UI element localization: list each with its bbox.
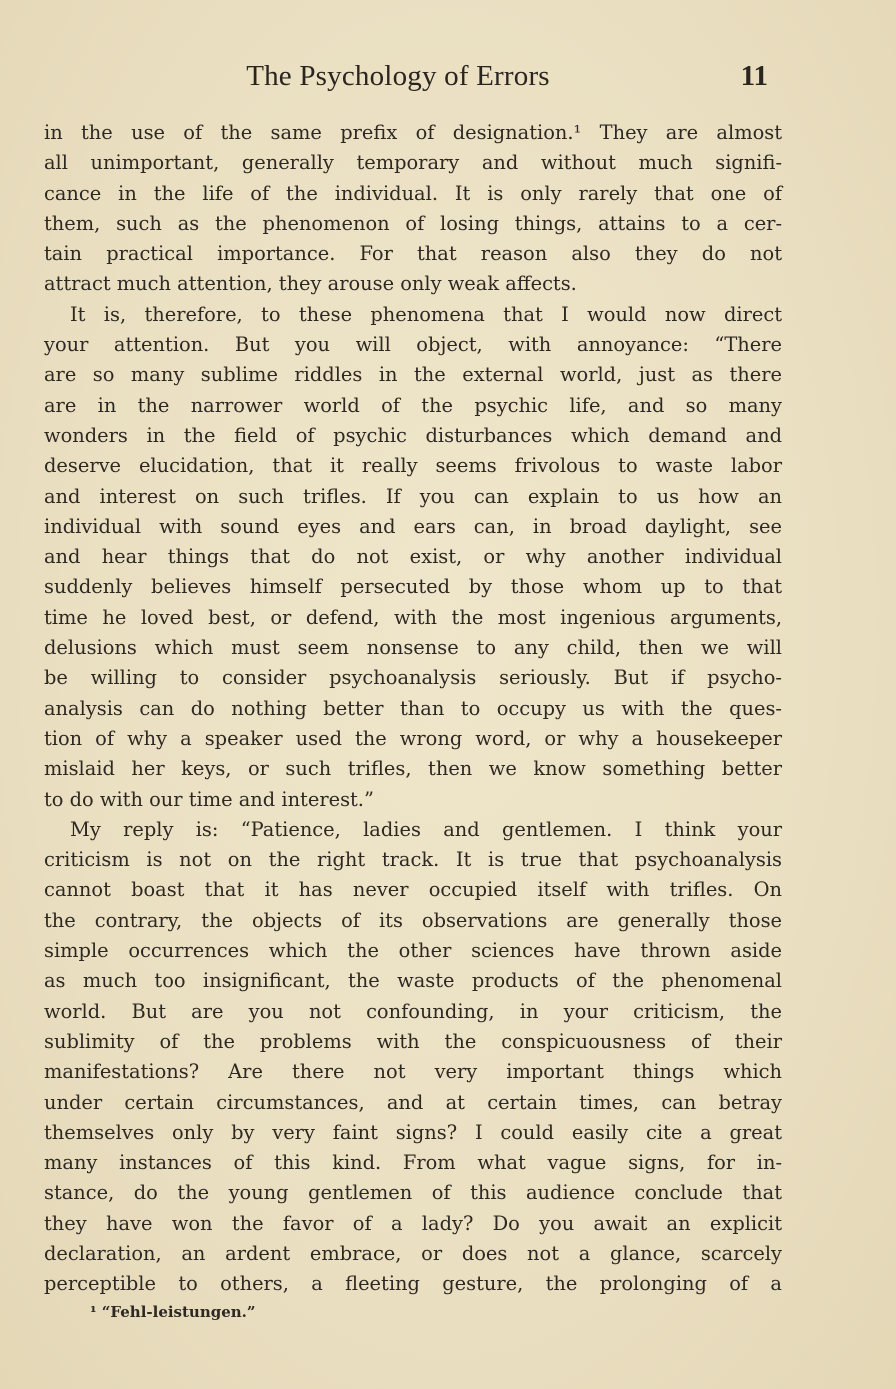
- running-head: [0, 60, 896, 100]
- text-line: and hear things that do not exist, or why another individual: [44, 545, 782, 569]
- text-line: perceptible to others, a fleeting gesture, the prolonging of a: [44, 1272, 782, 1296]
- text-line: criticism is not on the right track. It is true that psychoanalysis: [44, 848, 782, 872]
- text-line: simple occurrences which the other sciences have thrown aside: [44, 939, 782, 963]
- text-line: they have won the favor of a lady? Do you await an explicit: [44, 1211, 782, 1235]
- text-line: delusions which must seem nonsense to any child, then we will: [44, 636, 782, 660]
- text-line: are in the narrower world of the psychic life, and so many: [44, 393, 782, 417]
- page-number: 11: [740, 60, 768, 92]
- text-line: your attention. But you will object, with annoyance: “There: [44, 333, 782, 357]
- text-line: many instances of this kind. From what vague signs, for in-: [44, 1151, 782, 1175]
- text-line: them, such as the phenomenon of losing things, attains to a cer-: [44, 211, 782, 235]
- text-line: attract much attention, they arouse only weak affects.: [44, 272, 577, 296]
- running-title: The Psychology of Errors: [246, 60, 550, 92]
- text-line: manifestations? Are there not very important things which: [44, 1060, 782, 1084]
- text-line: cance in the life of the individual. It is only rarely that one of: [44, 181, 782, 205]
- text-line: sublimity of the problems with the conspicuousness of their: [44, 1029, 782, 1053]
- text-line: and interest on such trifles. If you can explain to us how an: [44, 484, 782, 508]
- text-line: all unimportant, generally temporary and without much signifi-: [44, 151, 782, 175]
- text-line: themselves only by very faint signs? I could easily cite a great: [44, 1120, 782, 1144]
- text-line: mislaid her keys, or such trifles, then we know something better: [44, 757, 782, 781]
- text-line: wonders in the field of psychic disturbances which demand and: [44, 423, 782, 447]
- text-line: time he loved best, or defend, with the most ingenious arguments,: [44, 605, 782, 629]
- footnote: ¹ “Fehl-leistungen.”: [90, 1303, 256, 1321]
- text-line: are so many sublime riddles in the external world, just as there: [44, 363, 782, 387]
- text-line: to do with our time and interest.”: [44, 787, 374, 811]
- text-line: declaration, an ardent embrace, or does not a glance, scarcely: [44, 1241, 782, 1265]
- text-line: under certain circumstances, and at certain times, can betray: [44, 1090, 782, 1114]
- text-line: be willing to consider psychoanalysis seriously. But if psycho-: [44, 666, 782, 690]
- text-line: stance, do the young gentlemen of this audience conclude that: [44, 1181, 782, 1205]
- text-line: individual with sound eyes and ears can, in broad daylight, see: [44, 514, 782, 538]
- text-line: in the use of the same prefix of designation.¹ They are almost: [44, 121, 782, 144]
- text-line: deserve elucidation, that it really seems frivolous to waste labor: [44, 454, 782, 478]
- text-line: suddenly believes himself persecuted by those whom up to that: [44, 575, 782, 599]
- paragraph-start-line: It is, therefore, to these phenomena that I would now direct: [70, 302, 782, 326]
- text-line: the contrary, the objects of its observations are generally those: [44, 908, 782, 932]
- text-line: as much too insignificant, the waste products of the phenomenal: [44, 969, 782, 993]
- body-text: [44, 118, 782, 1300]
- paragraph-start-line: My reply is: “Patience, ladies and gentlemen. I think your: [70, 817, 782, 841]
- text-line: world. But are you not confounding, in your criticism, the: [44, 999, 782, 1023]
- text-line: cannot boast that it has never occupied itself with trifles. On: [44, 878, 782, 902]
- text-line: analysis can do nothing better than to occupy us with the ques-: [44, 696, 782, 720]
- text-line: tion of why a speaker used the wrong word, or why a housekeeper: [44, 726, 782, 750]
- text-line: tain practical importance. For that reason also they do not: [44, 242, 782, 266]
